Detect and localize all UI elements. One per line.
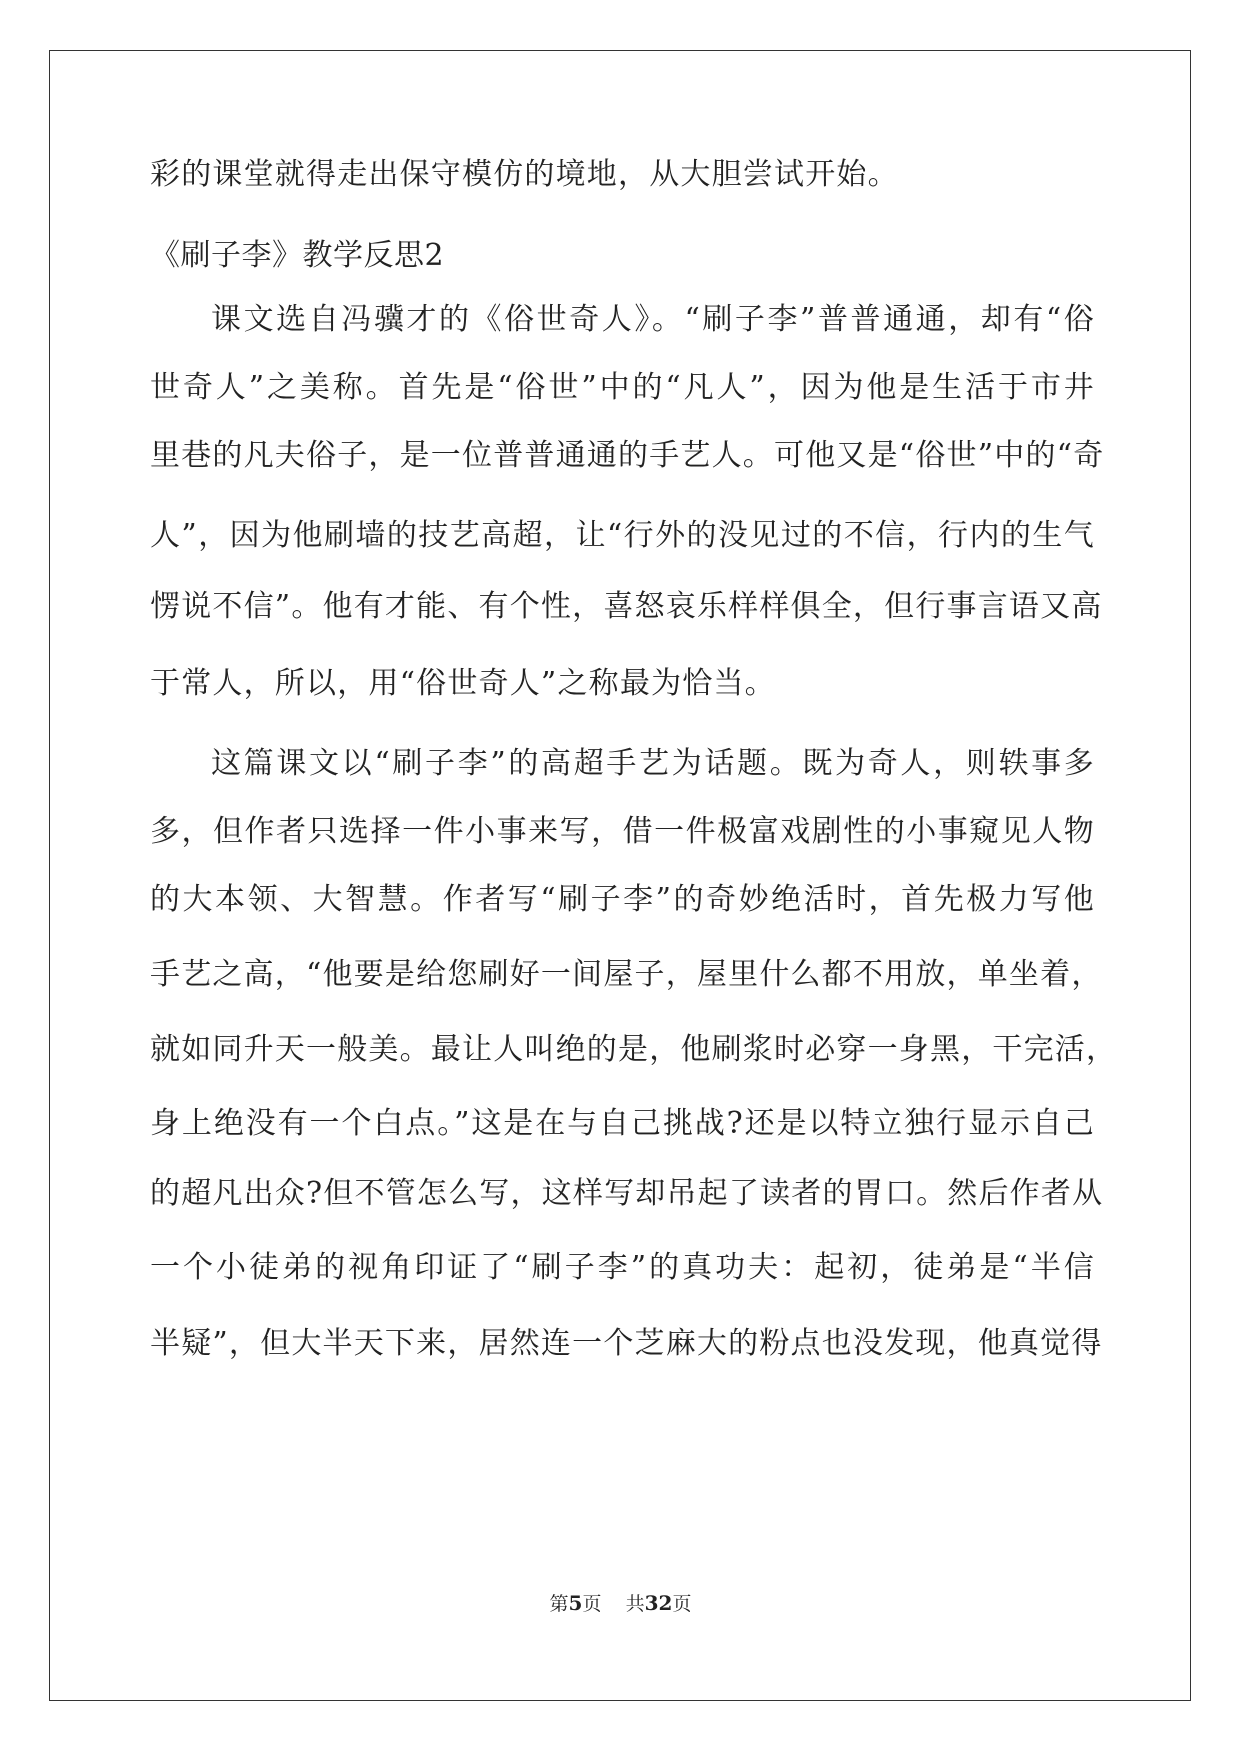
paragraph-line: 人”，因为他刷墙的技艺高超，让“行外的没见过的不信，行内的生气 <box>150 518 1095 553</box>
paragraph-line: 就如同升天一般美。最让人叫绝的是，他刷浆时必穿一身黑，干完活， <box>150 1032 1118 1067</box>
paragraph-line: 手艺之高，“他要是给您刷好一间屋子，屋里什么都不用放，单坐着， <box>150 957 1103 992</box>
total-page-count: 32 <box>644 1591 673 1615</box>
paragraph-line: 的超凡出众?但不管怎么写，这样写却吊起了读者的胃口。然后作者从 <box>150 1176 1104 1211</box>
paragraph-line: 里巷的凡夫俗子，是一位普普通通的手艺人。可他又是“俗世”中的“奇 <box>150 438 1105 473</box>
footer-page-suffix: 页 <box>582 1593 602 1615</box>
paragraph-line: 这篇课文以“刷子李”的高超手艺为话题。既为奇人，则轶事多 <box>211 746 1095 781</box>
paragraph-line: 愣说不信”。他有才能、有个性，喜怒哀乐样样俱全，但行事言语又高 <box>150 589 1103 624</box>
paragraph-line: 的大本领、大智慧。作者写“刷子李”的奇妙绝活时，首先极力写他 <box>150 882 1095 917</box>
page-footer <box>0 1591 1241 1616</box>
paragraph-line: 一个小徒弟的视角印证了“刷子李”的真功夫：起初，徒弟是“半信 <box>150 1250 1095 1285</box>
current-page-number: 5 <box>568 1591 583 1615</box>
page-border <box>49 50 1191 1701</box>
paragraph-line: 课文选自冯骥才的《俗世奇人》。“刷子李”普普通通，却有“俗 <box>211 302 1095 337</box>
paragraph-line: 多，但作者只选择一件小事来写，借一件极富戏剧性的小事窥见人物 <box>150 814 1095 849</box>
paragraph-line: 身上绝没有一个白点。”这是在与自己挑战?还是以特立独行显示自己 <box>150 1106 1095 1141</box>
footer-total-suffix: 页 <box>672 1593 692 1615</box>
section-heading: 《刷子李》教学反思2 <box>150 238 445 273</box>
text-line: 彩的课堂就得走出保守模仿的境地，从大胆尝试开始。 <box>150 157 899 192</box>
paragraph-line: 世奇人”之美称。首先是“俗世”中的“凡人”，因为他是生活于市井 <box>150 370 1095 405</box>
paragraph-line: 于常人，所以，用“俗世奇人”之称最为恰当。 <box>150 666 776 701</box>
footer-prefix: 第 <box>549 1593 569 1615</box>
paragraph-line: 半疑”，但大半天下来，居然连一个芝麻大的粉点也没发现，他真觉得 <box>150 1326 1103 1361</box>
footer-total-prefix: 共 <box>625 1593 645 1615</box>
